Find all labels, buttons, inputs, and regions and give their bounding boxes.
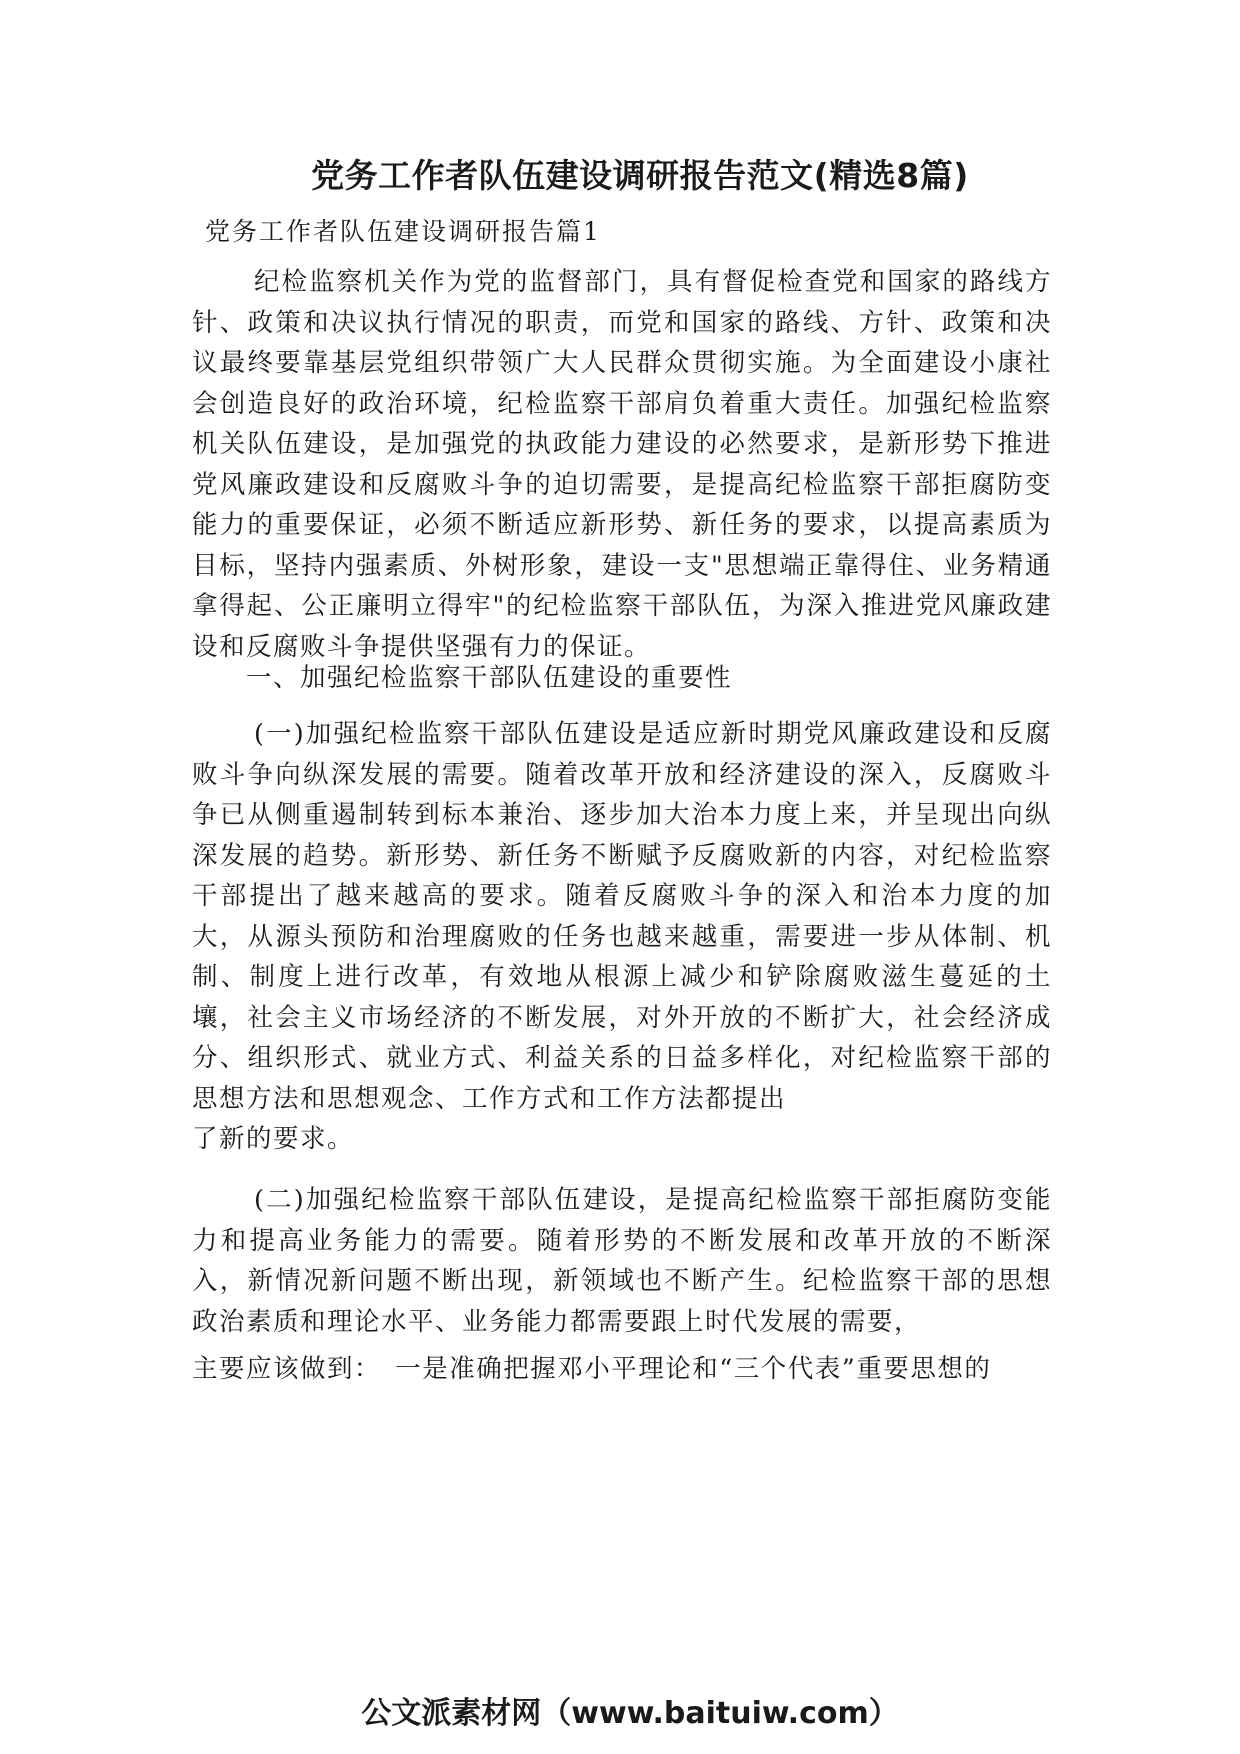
section-subtitle: 党务工作者队伍建设调研报告篇1 <box>205 217 601 246</box>
paragraph-point-2: (二)加强纪检监察干部队伍建设，是提高纪检监察干部拒腐防变能力和提高业务能力的需要。随着形势的不断发展和改革开放的不断深入，新情况新问题不断出现，新领域也不断产生。纪检监察干部的思想政治素质和理论水平、业务能力都需要跟上时代发展的需要， <box>192 1185 1052 1337</box>
document-title: 党务工作者队伍建设调研报告范文(精选8篇) <box>311 156 969 195</box>
paragraph-point-1-tail: 了新的要求。 <box>192 1124 355 1154</box>
paragraph-point-1: (一)加强纪检监察干部队伍建设是适应新时期党风廉政建设和反腐败斗争向纵深发展的需要。随着改革开放和经济建设的深入，反腐败斗争已从侧重遏制转到标本兼治、逐步加大治本力度上来，并呈现出向纵深发展的趋势。新形势、新任务不断赋予反腐败新的内容，对纪检监察干部提出了越来越高的要求。随着反腐败斗争的深入和治本力度的加大，从源头预防和治理腐败的任务也越来越重，需要进一步从体制、机制、制度上进行改革，有效地从根源上减少和铲除腐败滋生蔓延的土壤，社会主义市场经济的不断发展，对外开放的不断扩大，社会经济成分、组织形式、就业方式、利益关系的日益多样化，对纪检监察干部的思想方法和思想观念、工作方式和工作方法都提出 <box>192 719 1052 1114</box>
site-watermark-footer: 公文派素材网（www.baituiw.com） <box>361 1696 899 1731</box>
section-heading: 一、加强纪检监察干部队伍建设的重要性 <box>246 663 733 693</box>
paragraph-point-2-tail: 主要应该做到： 一是准确把握邓小平理论和“三个代表”重要思想的 <box>192 1354 992 1384</box>
paragraph-intro: 纪检监察机关作为党的监督部门，具有督促检查党和国家的路线方针、政策和决议执行情况的职责，而党和国家的路线、方针、政策和决议最终要靠基层党组织带领广大人民群众贯彻实施。为全面建设小康社会创造良好的政治环境，纪检监察干部肩负着重大责任。加强纪检监察机关队伍建设，是加强党的执政能力建设的必然要求，是新形势下推进党风廉政建设和反腐败斗争的迫切需要，是提高纪检监察干部拒腐防变能力的重要保证，必须不断适应新形势、新任务的要求，以提高素质为目标，坚持内强素质、外树形象，建设一支"思想端正靠得住、业务精通拿得起、公正廉明立得牢"的纪检监察干部队伍，为深入推进党风廉政建设和反腐败斗争提供坚强有力的保证。 <box>192 267 1052 662</box>
